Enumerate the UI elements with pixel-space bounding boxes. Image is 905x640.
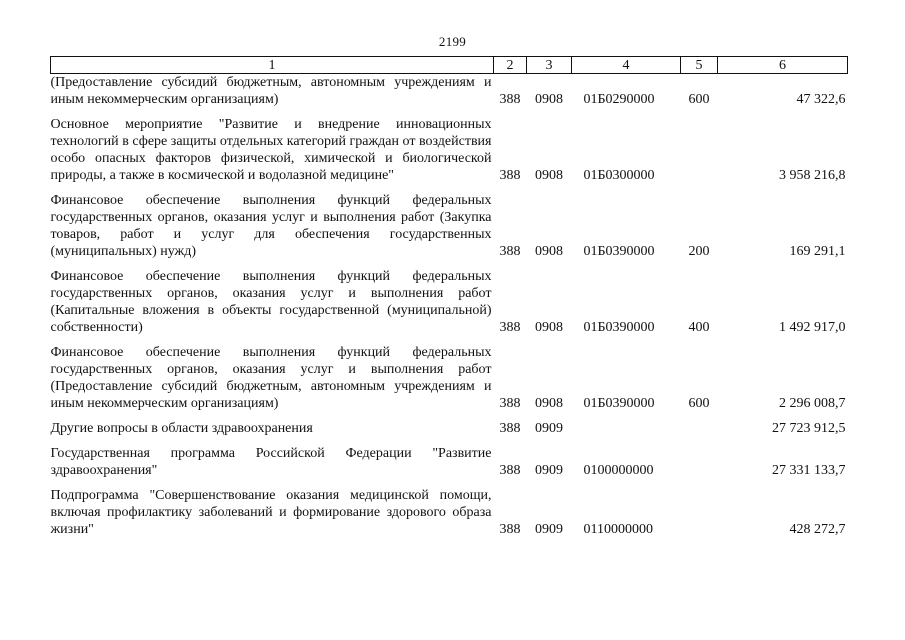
row-target-code: 01Б0390000 bbox=[583, 396, 655, 411]
column-header-3: 3 bbox=[527, 57, 572, 74]
column-header-1: 1 bbox=[51, 57, 494, 74]
row-spacer bbox=[51, 437, 848, 445]
row-target-code bbox=[572, 420, 681, 437]
table-header bbox=[51, 57, 848, 74]
row-spacer bbox=[51, 336, 848, 344]
row-ministry-code: 388 bbox=[499, 92, 521, 107]
page-number: 2199 bbox=[438, 34, 467, 49]
table-row bbox=[51, 268, 848, 336]
row-amount: 1 492 917,0 bbox=[779, 320, 846, 335]
table-row bbox=[51, 420, 848, 437]
row-description: Другие вопросы в области здравоохранения bbox=[50, 421, 313, 436]
row-spacer bbox=[51, 260, 848, 268]
row-amount: 47 322,6 bbox=[796, 92, 846, 107]
row-amount: 3 958 216,8 bbox=[779, 168, 846, 183]
table-row bbox=[51, 116, 848, 184]
row-section-code: 0909 bbox=[535, 522, 563, 537]
row-expense-type bbox=[681, 445, 718, 479]
table-row bbox=[51, 344, 848, 412]
row-ministry-code: 388 bbox=[499, 421, 521, 436]
row-description: (Предоставление субсидий бюджетным, автономным учреждениям и иным некоммерческим организациям) bbox=[50, 75, 492, 107]
row-section-code: 0908 bbox=[535, 320, 563, 335]
row-spacer bbox=[51, 412, 848, 420]
row-ministry-code: 388 bbox=[499, 463, 521, 478]
row-spacer bbox=[51, 108, 848, 116]
row-target-code: 0110000000 bbox=[583, 522, 653, 537]
row-amount: 428 272,7 bbox=[789, 522, 846, 537]
row-description: Финансовое обеспечение выполнения функций федеральных государственных органов, оказания услуг и выполнения работ (Закупка товаров, работ и услуг для обеспечения государственных (муниципальных) нужд) bbox=[50, 193, 492, 259]
table-row bbox=[51, 192, 848, 260]
row-description: Финансовое обеспечение выполнения функций федеральных государственных органов, оказания услуг и выполнения работ (Капитальные вложения в объекты государственной (муниципальной) собственности) bbox=[50, 269, 492, 335]
row-description: Финансовое обеспечение выполнения функций федеральных государственных органов, оказания услуг и выполнения работ (Предоставление субсидий бюджетным, автономным учреждениям и иным некоммерческим организациям) bbox=[50, 345, 492, 411]
row-target-code: 01Б0390000 bbox=[583, 244, 655, 259]
row-amount: 27 723 912,5 bbox=[772, 421, 846, 436]
row-ministry-code: 388 bbox=[499, 168, 521, 183]
row-spacer bbox=[51, 479, 848, 487]
table-row bbox=[51, 445, 848, 479]
row-expense-type: 400 bbox=[688, 320, 710, 335]
row-target-code: 01Б0300000 bbox=[583, 168, 655, 183]
row-amount: 2 296 008,7 bbox=[779, 396, 846, 411]
row-ministry-code: 388 bbox=[499, 320, 521, 335]
row-expense-type bbox=[681, 487, 718, 538]
row-section-code: 0909 bbox=[535, 421, 563, 436]
table-row bbox=[51, 74, 848, 109]
row-description: Основное мероприятие "Развитие и внедрение инновационных технологий в сфере защиты отдельных категорий граждан от воздействия особо опасных факторов физической, химической и биологической природы, а также в космической и водолазной медицине" bbox=[50, 117, 492, 183]
budget-table bbox=[50, 56, 848, 538]
row-description: Подпрограмма "Совершенствование оказания медицинской помощи, включая профилактику заболеваний и формирование здорового образа жизни" bbox=[50, 488, 492, 537]
row-section-code: 0908 bbox=[535, 168, 563, 183]
row-description: Государственная программа Российской Федерации "Развитие здравоохранения" bbox=[50, 446, 492, 478]
row-ministry-code: 388 bbox=[499, 244, 521, 259]
row-section-code: 0909 bbox=[535, 463, 563, 478]
table-row bbox=[51, 487, 848, 538]
column-header-2: 2 bbox=[494, 57, 527, 74]
row-spacer bbox=[51, 184, 848, 192]
row-section-code: 0908 bbox=[535, 92, 563, 107]
row-section-code: 0908 bbox=[535, 244, 563, 259]
row-expense-type: 600 bbox=[688, 92, 710, 107]
row-amount: 27 331 133,7 bbox=[772, 463, 846, 478]
column-header-4: 4 bbox=[572, 57, 681, 74]
row-target-code: 0100000000 bbox=[583, 463, 654, 478]
row-amount: 169 291,1 bbox=[789, 244, 846, 259]
row-expense-type: 200 bbox=[688, 244, 710, 259]
row-expense-type bbox=[681, 116, 718, 184]
row-target-code: 01Б0290000 bbox=[583, 92, 655, 107]
row-expense-type bbox=[681, 420, 718, 437]
column-header-6: 6 bbox=[718, 57, 848, 74]
row-section-code: 0908 bbox=[535, 396, 563, 411]
row-ministry-code: 388 bbox=[499, 522, 521, 537]
column-header-5: 5 bbox=[681, 57, 718, 74]
row-ministry-code: 388 bbox=[499, 396, 521, 411]
row-expense-type: 600 bbox=[688, 396, 710, 411]
row-target-code: 01Б0390000 bbox=[583, 320, 655, 335]
